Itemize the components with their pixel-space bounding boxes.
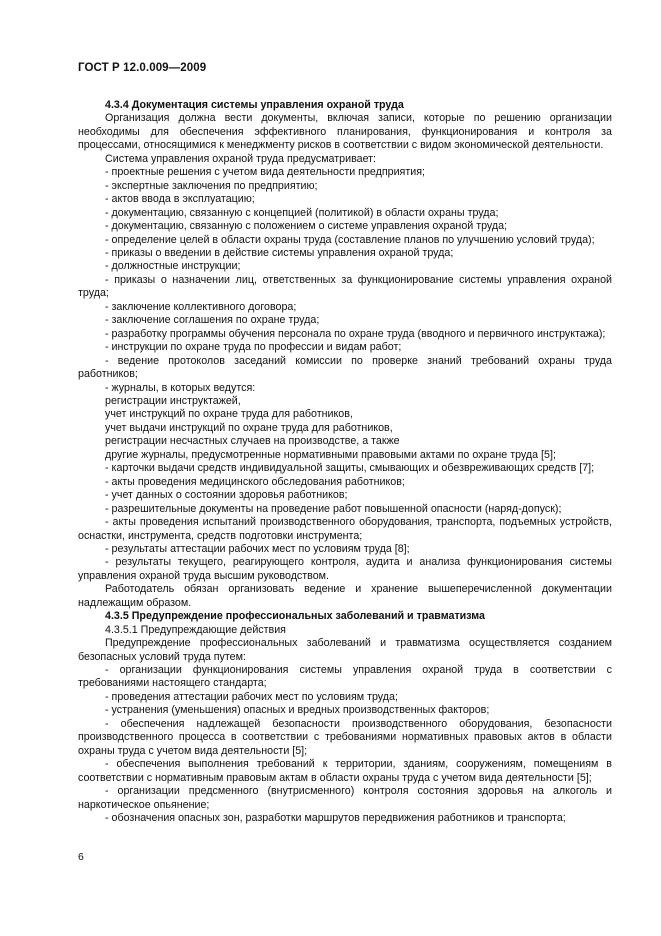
paragraph: - проектные решения с учетом вида деятельности предприятия; [105, 166, 425, 179]
paragraph: - результаты текущего, реагирующего контроля, аудита и анализа функционирования системы управления охраной труда высшим руководством. [78, 556, 612, 582]
paragraph: - приказы о введении в действие системы управления охраной труда; [105, 246, 454, 259]
paragraph: 4.3.5.1 Предупреждающие действия [105, 623, 286, 636]
paragraph: - ведение протоколов заседаний комиссии по проверке знаний требований охраны труда работников; [78, 354, 612, 381]
sub-list-item: учет инструкций по охране труда для работников, [105, 408, 353, 421]
paragraph: - документацию, связанную с положением о системе управления охраной труда; [105, 220, 508, 233]
sub-list-item: учет выдачи инструкций по охране труда для работников, [105, 421, 393, 434]
document-body [78, 99, 612, 825]
paragraph: Организация должна вести документы, включая записи, которые по решению организации необходимы для обеспечения эффективного планирования, функционирования и контроля за процессами, относящимися к менеджменту рисков в соответствии с видом экономической деятельности. [78, 112, 612, 152]
paragraph: - обозначения опасных зон, разработки маршрутов передвижения работников и транспорта; [105, 812, 566, 825]
paragraph: - заключение коллективного договора; [105, 300, 297, 313]
paragraph: - журналы, в которых ведутся: [105, 381, 256, 394]
paragraph: - определение целей в области охраны труда (составление планов по улучшению условий труда); [105, 233, 595, 246]
paragraph: - организации функционирования системы управления охраной труда в соответствии с требованиями настоящего стандарта; [78, 664, 612, 690]
paragraph: - учет данных о состоянии здоровья работников; [105, 489, 348, 502]
paragraph: - акты проведения медицинского обследования работников; [105, 475, 405, 488]
paragraph: - инструкции по охране труда по профессии и видам работ; [105, 341, 402, 354]
paragraph: - приказы о назначении лиц, ответственных за функционирование системы управления охраной труда; [78, 273, 612, 300]
sub-list-item: регистрации несчастных случаев на производстве, а также [105, 435, 400, 448]
paragraph: - результаты аттестации рабочих мест по условиям труда [8]; [105, 542, 410, 555]
page-number: 6 [78, 851, 84, 863]
paragraph: - устранения (уменьшения) опасных и вредных производственных факторов; [105, 704, 490, 717]
paragraph: - экспертные заключения по предприятию; [105, 179, 318, 192]
paragraph: - проведения аттестации рабочих мест по условиям труда; [105, 690, 398, 703]
sub-list-item: регистрации инструктажей, [105, 394, 241, 407]
paragraph: - обеспечения выполнения требований к территории, зданиям, сооружениям, помещениям в соответствии с нормативным правовым актам в области охраны труда с учетом вида деятельности [5]; [78, 758, 612, 784]
paragraph: - актов ввода в эксплуатацию; [105, 193, 255, 206]
section-heading: 4.3.4 Документация системы управления охраной труда [105, 99, 404, 111]
paragraph: - организации предсменного (внутрисменного) контроля состояния здоровья на алкоголь и наркотическое опьянение; [78, 785, 612, 811]
paragraph: - карточки выдачи средств индивидуальной защиты, смывающих и обезвреживающих средств [7]; [105, 462, 595, 475]
paragraph: Работодатель обязан организовать ведение и хранение вышеперечисленной документации надлежащим образом. [78, 583, 612, 609]
paragraph: - заключение соглашения по охране труда; [105, 314, 320, 327]
section-heading: 4.3.5 Предупреждение профессиональных заболеваний и травматизма [105, 610, 485, 623]
paragraph: - обеспечения надлежащей безопасности производственного оборудования, безопасности производственного процесса в соответствии с требованиями нормативных правовых актов в области охраны труда с учетом вида деятельности [5]; [78, 717, 612, 757]
document-code-header: ГОСТ Р 12.0.009—2009 [78, 62, 207, 74]
paragraph: - разрешительные документы на проведение работ повышенной опасности (наряд-допуск); [105, 502, 562, 515]
paragraph: - разработку программы обучения персонала по охране труда (вводного и первичного инструктажа); [105, 327, 606, 340]
paragraph: Предупреждение профессиональных заболеваний и травматизма осуществляется созданием безопасных условий труда путем: [78, 637, 612, 663]
paragraph: Система управления охраной труда предусматривает: [105, 152, 377, 165]
paragraph: - должностные инструкции; [105, 260, 241, 273]
paragraph: - акты проведения испытаний производственного оборудования, транспорта, подъемных устройств, оснастки, инструмента, средств подготовки инструмента; [78, 516, 612, 542]
sub-list-item: другие журналы, предусмотренные нормативными правовыми актами по охране труда [5]; [105, 448, 556, 461]
paragraph: - документацию, связанную с концепцией (политикой) в области охраны труда; [105, 206, 499, 219]
